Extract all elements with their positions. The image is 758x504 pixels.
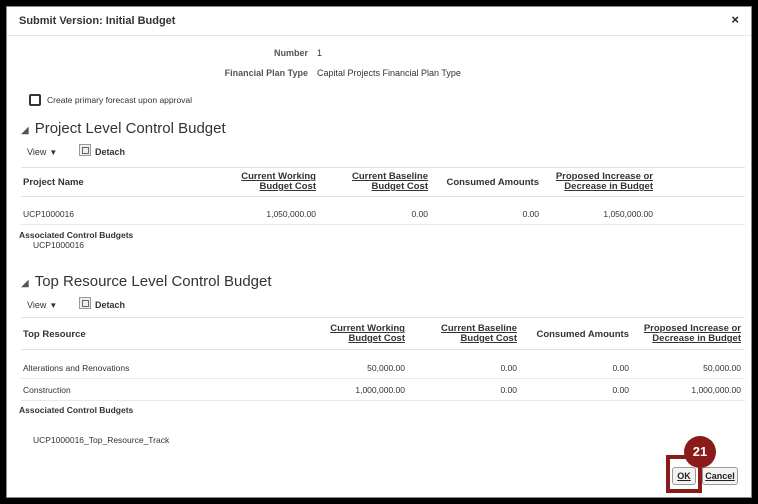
plan-type-value: Capital Projects Financial Plan Type [317, 68, 461, 78]
close-icon[interactable]: × [731, 12, 739, 27]
view-menu[interactable] [27, 300, 57, 310]
cell-proposed: 1,050,000.00 [603, 209, 653, 219]
col-current-baseline[interactable] [397, 324, 517, 344]
col-baseline-line2: Budget Cost [460, 333, 517, 344]
col-proposed[interactable] [533, 172, 653, 192]
view-label: View [27, 147, 47, 157]
cell-working: 50,000.00 [367, 363, 405, 373]
project-section-title: Project Level Control Budget [34, 120, 226, 137]
triangle-collapse-icon[interactable]: ◢ [21, 125, 29, 136]
col-consumed[interactable]: Consumed Amounts [446, 177, 539, 188]
cell-name: Alterations and Renovations [23, 363, 130, 373]
cell-consumed: 0.00 [612, 363, 629, 373]
col-working-line1: Current Working [241, 171, 316, 182]
detach-button[interactable]: Detach [95, 147, 126, 157]
ok-button[interactable]: OK [672, 467, 696, 485]
col-working-line2: Budget Cost [348, 333, 405, 344]
detach-button[interactable]: Detach [95, 300, 126, 310]
table-row[interactable] [21, 379, 745, 401]
cancel-button[interactable]: Cancel [702, 467, 738, 485]
col-current-working[interactable] [285, 324, 405, 344]
cell-proposed: 50,000.00 [703, 363, 741, 373]
cell-name: Construction [23, 385, 71, 395]
col-proposed-line2: Decrease in Budget [564, 181, 653, 192]
col-baseline-line1: Current Baseline [440, 323, 517, 334]
number-value: 1 [317, 48, 323, 58]
col-consumed[interactable]: Consumed Amounts [536, 329, 629, 340]
cell-consumed: 0.00 [522, 209, 539, 219]
col-baseline-line2: Budget Cost [371, 181, 428, 192]
resource-assoc-value: UCP1000016_Top_Resource_Track [33, 435, 170, 445]
detach-icon[interactable] [79, 297, 91, 309]
cell-baseline: 0.00 [500, 385, 517, 395]
project-assoc-value: UCP1000016 [33, 240, 85, 250]
dialog-title: Submit Version: Initial Budget [19, 15, 176, 27]
cell-working: 1,050,000.00 [266, 209, 316, 219]
title-divider [7, 35, 751, 36]
caret-down-icon: ▼ [49, 301, 58, 310]
cell-working: 1,000,000.00 [355, 385, 405, 395]
submit-version-dialog [6, 6, 752, 498]
resource-section-header[interactable] [21, 273, 272, 290]
view-menu[interactable] [27, 147, 57, 157]
col-proposed-line1: Proposed Increase or [555, 171, 653, 182]
resource-assoc-label: Associated Control Budgets [19, 405, 134, 415]
col-current-working[interactable] [196, 172, 316, 192]
project-assoc-label: Associated Control Budgets [19, 230, 134, 240]
number-label: Number [273, 48, 308, 58]
col-project-name[interactable]: Project Name [23, 177, 84, 188]
caret-down-icon: ▼ [49, 148, 58, 157]
cell-proposed: 1,000,000.00 [691, 385, 741, 395]
plan-type-label: Financial Plan Type [224, 68, 308, 78]
cell-baseline: 0.00 [500, 363, 517, 373]
detach-icon[interactable] [79, 144, 91, 156]
col-baseline-line1: Current Baseline [351, 171, 428, 182]
table-row[interactable] [21, 357, 745, 379]
col-working-line2: Budget Cost [259, 181, 316, 192]
table-row[interactable] [21, 203, 745, 225]
col-proposed-line2: Decrease in Budget [652, 333, 741, 344]
primary-forecast-label: Create primary forecast upon approval [47, 95, 193, 105]
view-label: View [27, 300, 47, 310]
cell-baseline: 0.00 [411, 209, 428, 219]
table-header [21, 167, 745, 197]
triangle-collapse-icon[interactable]: ◢ [21, 278, 29, 289]
col-current-baseline[interactable] [308, 172, 428, 192]
col-proposed-line1: Proposed Increase or [643, 323, 741, 334]
resource-section-title: Top Resource Level Control Budget [34, 273, 272, 290]
primary-forecast-checkbox[interactable] [29, 94, 41, 106]
col-working-line1: Current Working [330, 323, 405, 334]
step-callout-badge: 21 [684, 436, 716, 468]
col-proposed[interactable] [621, 324, 741, 344]
col-top-resource[interactable]: Top Resource [23, 329, 86, 340]
cell-name: UCP1000016 [23, 209, 75, 219]
cell-consumed: 0.00 [612, 385, 629, 395]
table-header [21, 317, 745, 350]
project-section-header[interactable] [21, 120, 226, 137]
